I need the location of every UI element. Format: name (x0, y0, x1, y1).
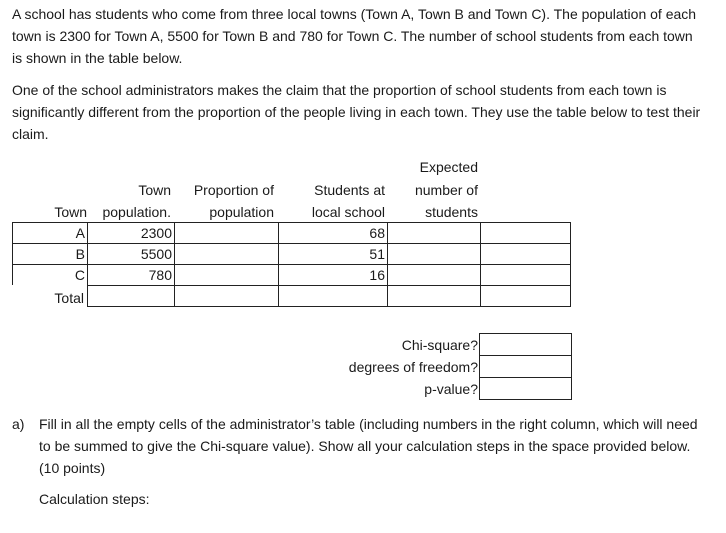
table-cell-expected[interactable] (387, 243, 480, 264)
header-town-population-l1: Town (138, 182, 171, 198)
header-expected-l3: students (425, 204, 478, 220)
table-cell-students: 68 (278, 222, 387, 243)
header-expected-l2: number of (414, 182, 478, 198)
dof-label: degrees of freedom? (348, 359, 478, 375)
question-a-text: Fill in all the empty cells of the administrator’s table (including numbers in the right column, which will need to be summed to give the Chi-square value). Show all your calculation steps in the space provided below. (10 points) (39, 416, 698, 476)
claim-paragraph: One of the school administrators makes the claim that the proportion of school students from each town is significantly different from the proportion of the people living in each town. They use the table below to test their claim. (12, 82, 701, 142)
p-value-label: p-value? (424, 381, 478, 397)
table-cell-extra[interactable] (480, 243, 571, 264)
table-cell-proportion[interactable] (174, 264, 278, 285)
degrees-of-freedom-input[interactable] (479, 355, 572, 378)
question-a-marker: a) (12, 416, 25, 432)
header-expected-l1: Expected (419, 159, 478, 175)
table-cell-town: B (12, 243, 87, 264)
header-town: Town (54, 204, 87, 220)
calculation-steps-label: Calculation steps: (39, 491, 150, 507)
table-cell-expected[interactable] (387, 285, 480, 307)
table-cell-town: A (12, 222, 87, 243)
table-cell-total-label: Total (54, 290, 84, 306)
table-cell-population: 780 (87, 264, 174, 285)
table-cell-extra[interactable] (480, 285, 571, 307)
header-town-population-l2: population. (102, 204, 171, 220)
table-cell-proportion[interactable] (174, 222, 278, 243)
table-cell-town: C (12, 264, 87, 285)
table-cell-students[interactable] (278, 285, 387, 307)
chi-square-input[interactable] (479, 333, 572, 356)
table-cell-extra[interactable] (480, 222, 571, 243)
header-proportion-l1: Proportion of (193, 182, 274, 198)
table-cell-population[interactable] (87, 285, 174, 307)
header-proportion-l2: population (209, 204, 274, 220)
table-cell-students: 16 (278, 264, 387, 285)
table-cell-expected[interactable] (387, 222, 480, 243)
chi-square-label: Chi-square? (401, 337, 478, 353)
table-cell-students: 51 (278, 243, 387, 264)
table-cell-population: 5500 (87, 243, 174, 264)
table-cell-extra[interactable] (480, 264, 571, 285)
table-cell-population: 2300 (87, 222, 174, 243)
table-cell-expected[interactable] (387, 264, 480, 285)
table-cell-proportion[interactable] (174, 243, 278, 264)
p-value-input[interactable] (479, 377, 572, 400)
intro-paragraph: A school has students who come from three local towns (Town A, Town B and Town C). The population of each town is 2300 for Town A, 5500 for Town B and 780 for Town C. The number of school students from each town is shown in the table below. (12, 6, 697, 66)
table-cell-proportion[interactable] (174, 285, 278, 307)
header-students-l2: local school (311, 204, 385, 220)
header-students-l1: Students at (314, 182, 385, 198)
